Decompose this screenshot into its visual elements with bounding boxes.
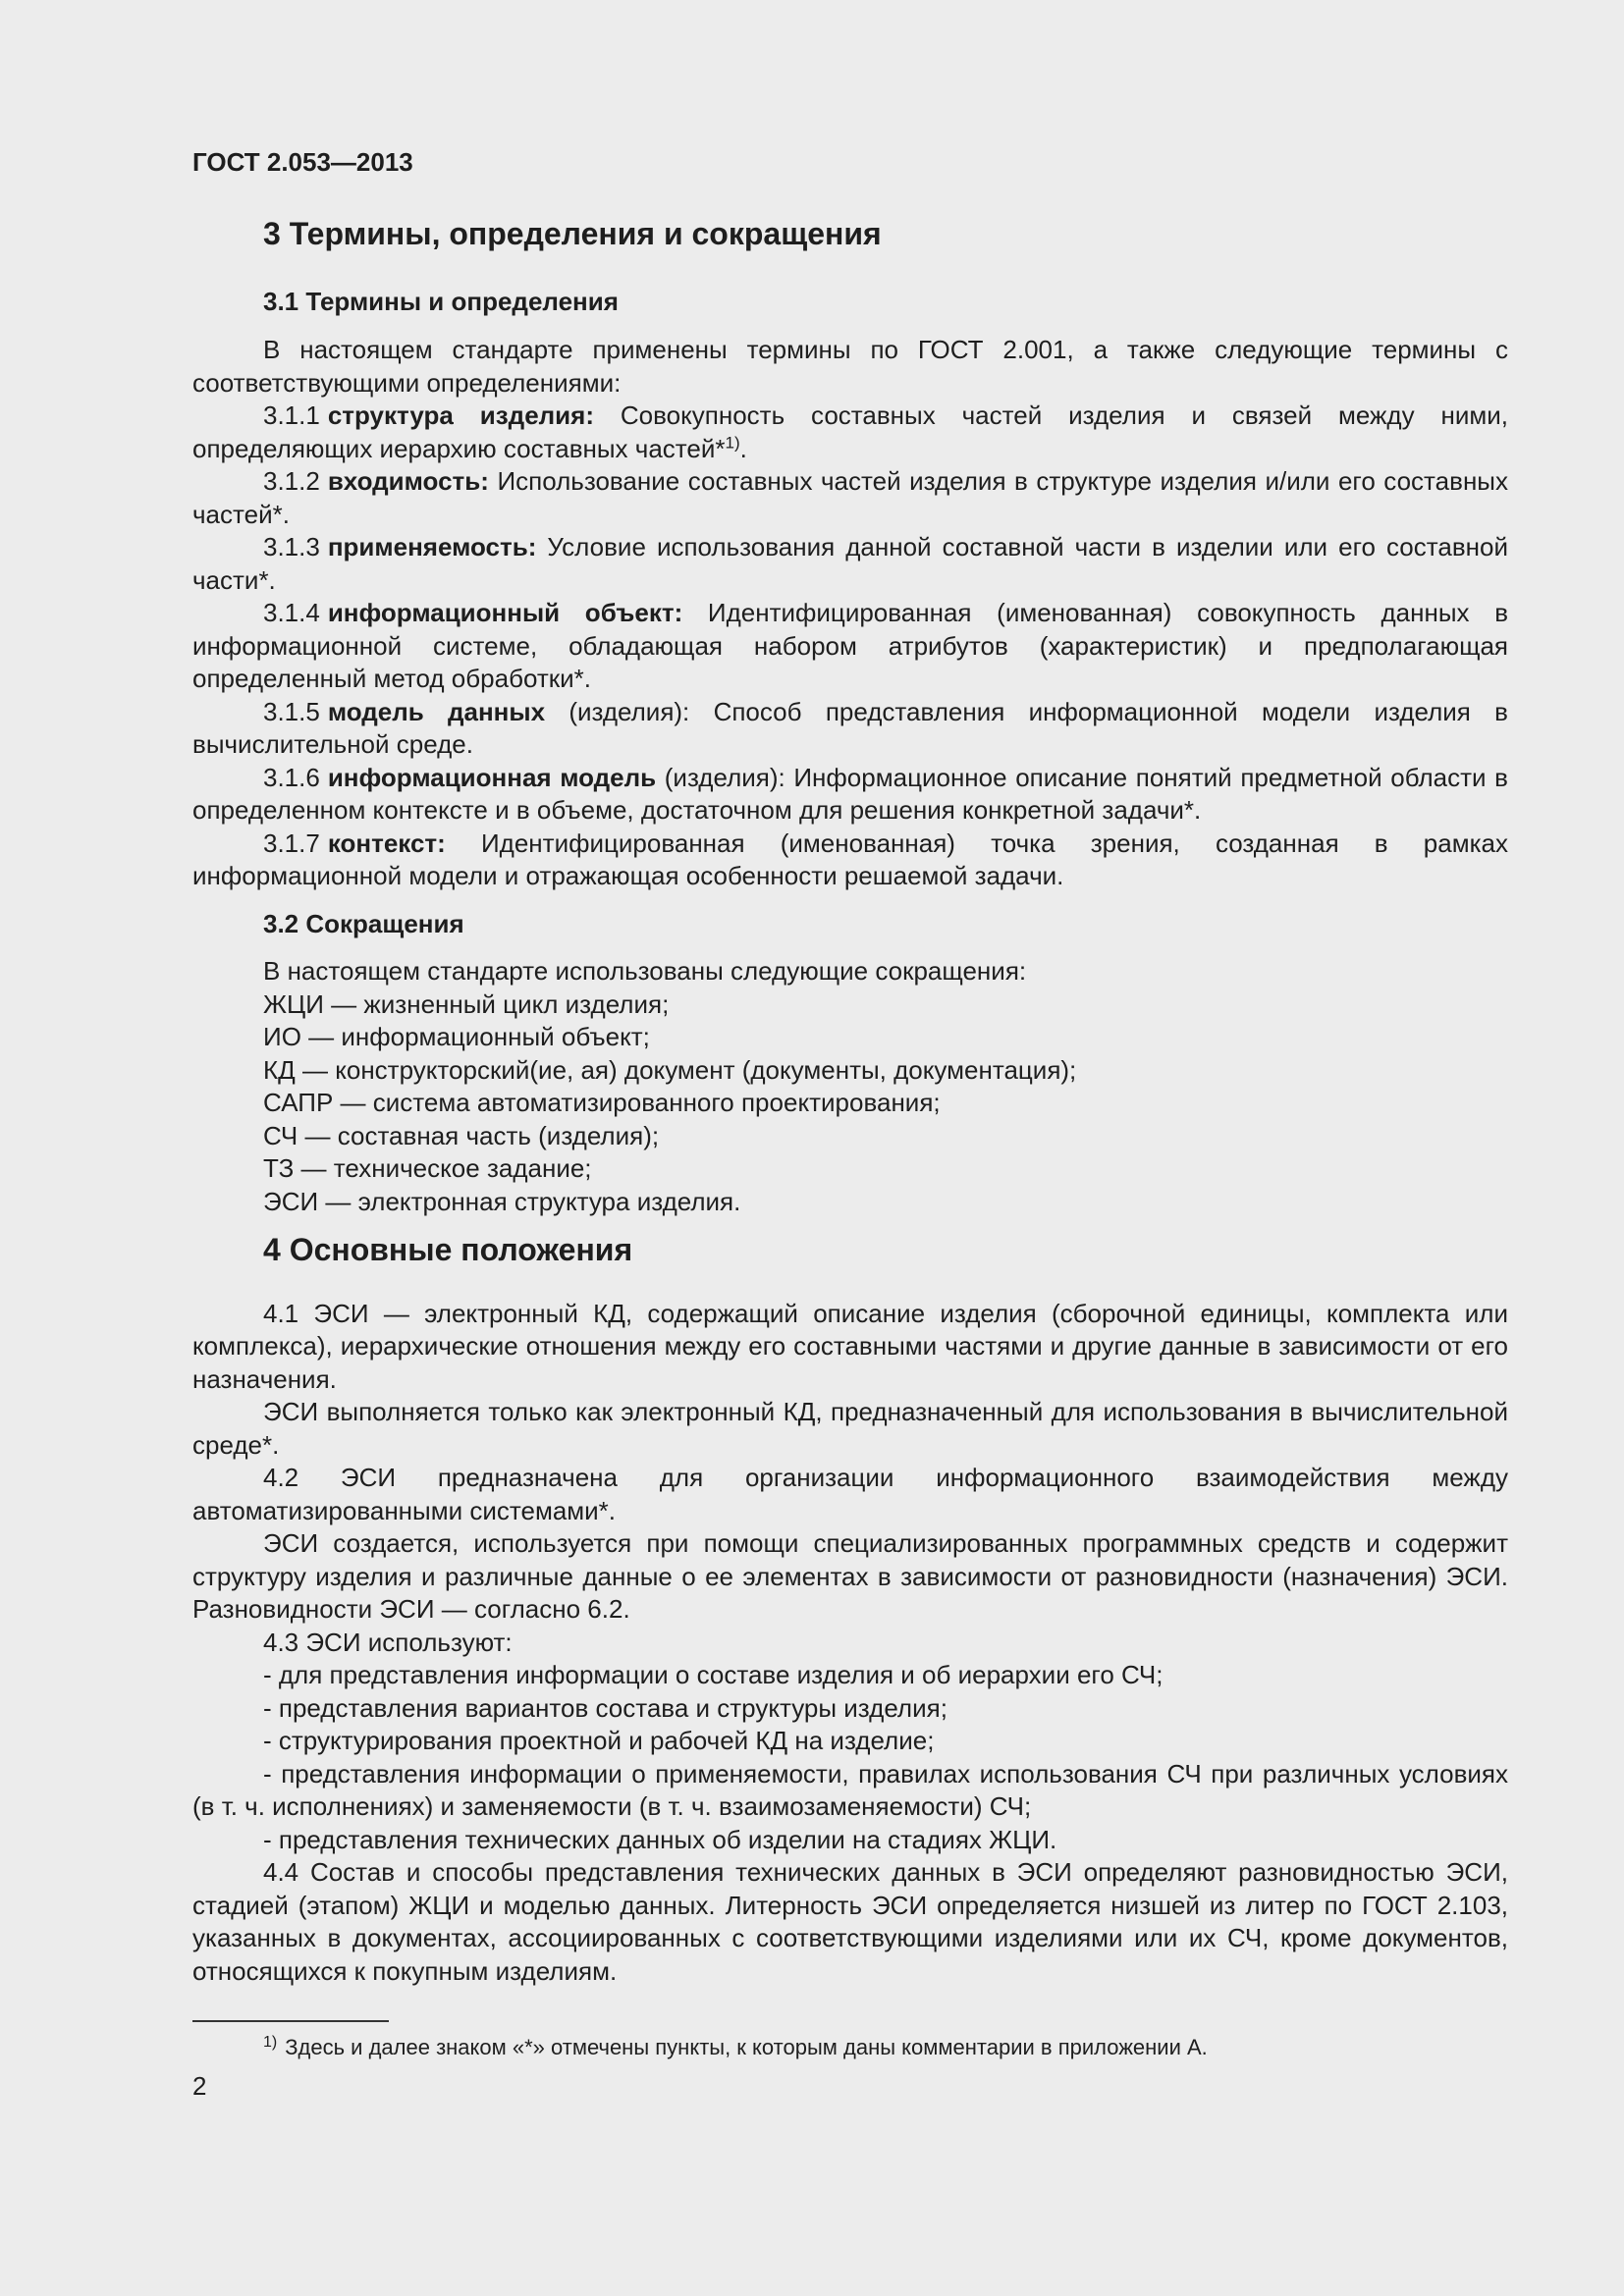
use-list-item: - представления технических данных об изделии на стадиях ЖЦИ. <box>263 1824 1057 1854</box>
term-number: 3.1.6 <box>263 762 320 792</box>
term-number: 3.1.2 <box>263 466 320 496</box>
paragraph-4-2-cont: ЭСИ создается, используется при помощи специализированных программных средств и содержит структуру изделия и различные данные о ее элементах в зависимости от разновидности (назначения) ЭСИ. Разновидности ЭСИ — согласно 6.2. <box>192 1528 1508 1624</box>
document-code: ГОСТ 2.053—2013 <box>192 147 413 177</box>
term-name: информационная модель <box>327 762 657 792</box>
term-3-1-6 <box>192 762 1508 828</box>
paragraph-4-3: 4.3 ЭСИ используют: <box>263 1627 513 1657</box>
term-definition: (изделия): Способ представления информационной модели изделия в вычислительной среде. <box>192 696 1508 759</box>
footnote <box>263 2028 1208 2062</box>
use-list-item: - представления информации о применяемости, правилах использования СЧ при различных условиях (в т. ч. исполнениях) и заменяемости (в т. ч. взаимозаменяемости) СЧ; <box>192 1758 1508 1821</box>
term-definition: Использование составных частей изделия в структуре изделия и/или его составных частей*. <box>192 466 1508 529</box>
paragraph-4-1-cont: ЭСИ выполняется только как электронный КД, предназначенный для использования в вычислительной среде*. <box>192 1397 1508 1460</box>
term-3-1-7 <box>192 828 1508 893</box>
paragraph-4-1: 4.1 ЭСИ — электронный КД, содержащий описание изделия (сборочной единицы, комплекта или комплекса), иерархические отношения между его составными частями и другие данные в зависимости от его назначения. <box>192 1298 1508 1394</box>
term-name: применяемость: <box>327 532 537 561</box>
paragraph-4-2: 4.2 ЭСИ предназначена для организации информационного взаимодействия между автоматизированными системами*. <box>192 1463 1508 1525</box>
term-definition: Условие использования данной составной части в изделии или его составной части*. <box>192 532 1508 595</box>
abbreviation-item: ТЗ — техническое задание; <box>263 1153 592 1183</box>
term-name: информационный объект: <box>327 598 683 627</box>
abbreviation-item: КД — конструкторский(ие, ая) документ (документы, документация); <box>263 1054 1077 1085</box>
term-name: структура изделия: <box>327 400 594 430</box>
section-4-title: 4 Основные положения <box>263 1232 633 1267</box>
term-definition: Идентифицированная (именованная) совокупность данных в информационной системе, обладающая набором атрибутов (характеристик) и предполагающая определенный метод обработки*. <box>192 598 1509 693</box>
term-definition: Идентифицированная (именованная) точка зрения, созданная в рамках информационной модели и отражающая особенности решаемой задачи. <box>192 828 1508 890</box>
term-number: 3.1.3 <box>263 532 320 561</box>
use-list-item: - представления вариантов состава и структуры изделия; <box>263 1692 947 1723</box>
abbreviation-item: ИО — информационный объект; <box>263 1022 650 1051</box>
term-name: модель данных <box>327 696 546 726</box>
paragraph-4-4: 4.4 Состав и способы представления технических данных в ЭСИ определяют разновидностью ЭСИ, стадией (этапом) ЖЦИ и моделью данных. Литерность ЭСИ определяется низшей из литер по ГОСТ 2.103, указанных в документах, ассоциированных с соответствующими изделиями или их СЧ, кроме документов, относящихся к покупным изделиям. <box>192 1857 1508 1986</box>
abbreviation-item: СЧ — составная часть (изделия); <box>263 1120 660 1150</box>
term-3-1-1 <box>192 400 1508 465</box>
abbreviations-intro: В настоящем стандарте использованы следующие сокращения: <box>263 956 1027 986</box>
term-3-1-2 <box>192 465 1508 531</box>
footnote-ref: 1) <box>725 432 740 452</box>
term-name: входимость: <box>327 466 489 496</box>
term-end: . <box>739 433 747 463</box>
abbreviation-item: ЖЦИ — жизненный цикл изделия; <box>263 988 670 1019</box>
abbreviation-item: ЭСИ — электронная структура изделия. <box>263 1186 741 1216</box>
term-definition: (изделия): Информационное описание понятий предметной области в определенном контексте и в объеме, достаточном для решения конкретной задачи*. <box>192 762 1508 825</box>
use-list-item: - структурирования проектной и рабочей КД на изделие; <box>263 1726 935 1755</box>
term-definition: Совокупность составных частей изделия и связей между ними, определяющих иерархию составных частей* <box>192 400 1509 463</box>
page-content <box>192 218 1508 1988</box>
subsection-3-1-title: 3.1 Термины и определения <box>263 286 619 316</box>
term-number: 3.1.7 <box>263 828 320 858</box>
section-3-title: 3 Термины, определения и сокращения <box>263 216 882 251</box>
term-number: 3.1.5 <box>263 696 320 726</box>
term-3-1-3 <box>192 531 1508 597</box>
footnote-text: Здесь и далее знаком «*» отмечены пункты, к которым даны комментарии в приложении А. <box>285 2035 1208 2059</box>
term-3-1-5 <box>192 696 1508 762</box>
use-list-item: - для представления информации о составе изделия и об иерархии его СЧ; <box>263 1660 1164 1689</box>
term-name: контекст: <box>327 828 446 858</box>
abbreviation-item: САПР — система автоматизированного проектирования; <box>263 1088 941 1117</box>
subsection-3-2-title: 3.2 Сокращения <box>263 908 464 938</box>
footnote-divider <box>192 2020 389 2022</box>
page-number: 2 <box>192 2071 207 2101</box>
term-3-1-4 <box>192 597 1508 696</box>
terms-intro: В настоящем стандарте применены термины по ГОСТ 2.001, а также следующие термины с соответствующими определениями: <box>192 335 1508 398</box>
term-number: 3.1.4 <box>263 598 320 627</box>
footnote-marker: 1) <box>263 2034 278 2051</box>
term-number: 3.1.1 <box>263 400 320 430</box>
